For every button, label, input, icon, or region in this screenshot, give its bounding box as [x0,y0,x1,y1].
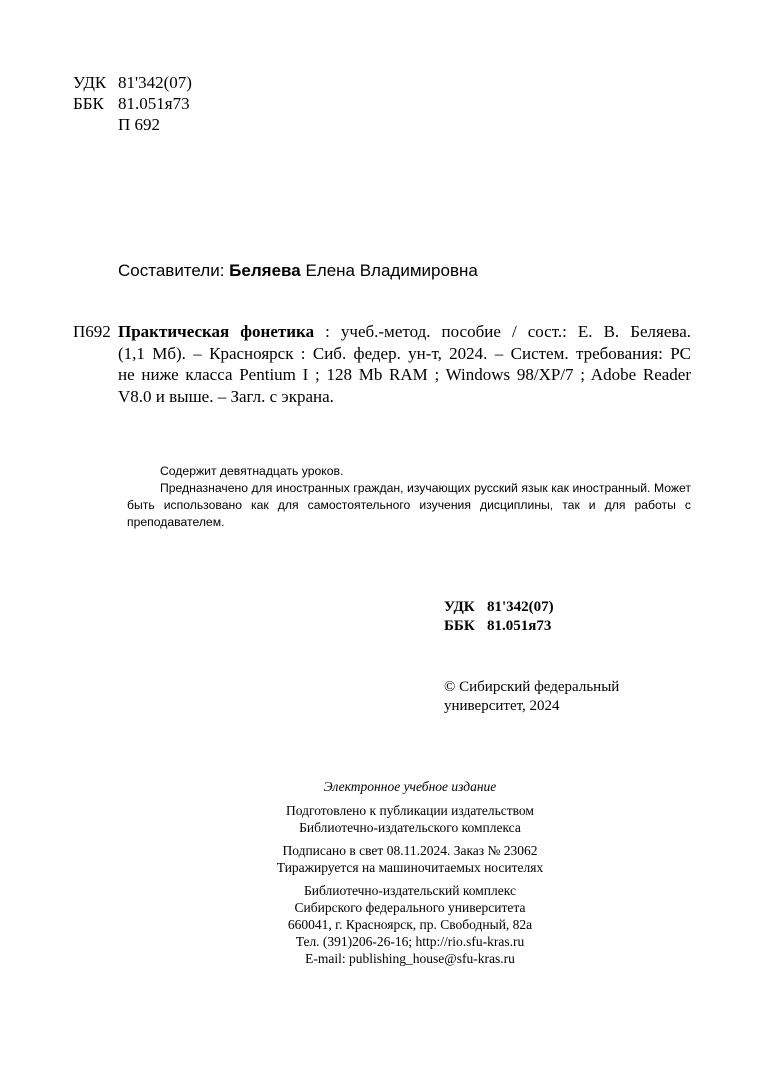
udk-value: 81'342(07) [118,73,192,92]
bbk-value-bottom: 81.051я73 [487,618,552,634]
compiler-surname: Беляева [229,261,301,280]
udk-row-bottom [444,598,554,617]
publisher-group [120,882,700,967]
udk-label: УДК [73,73,107,92]
edition-type: Электронное учебное издание [323,779,497,794]
entry-title: Практическая фонетика [118,322,315,341]
annotation-paragraph-2: Предназначено для иностранных граждан, изучающих русский язык как иностранный. Может быть использовано как для самостоятельного изучения дисциплины, так и для работы с преподавателем. [127,481,691,529]
author-mark: П 692 [118,115,161,134]
copyright [444,678,619,716]
entry-line-3: не ниже класса Pentium I ; 128 Mb RAM ; Windows 98/XP/7 ; Adobe Reader [118,365,691,384]
media-line: Тиражируется на машиночитаемых носителях [276,860,544,875]
publisher-line-2: Сибирского федерального университета [294,900,526,915]
publisher-line-1: Библиотечно-издательский комплекс [304,883,516,898]
publisher-phone: Тел. (391)206-26-16; http://rio.sfu-kras.ru [295,934,525,949]
compilers-label: Составители: [118,261,225,280]
annotation-paragraph-1: Содержит девятнадцать уроков. [160,464,344,478]
signed-line: Подписано в свет 08.11.2024. Заказ № 23062 [282,843,538,858]
bbk-value: 81.051я73 [118,94,190,113]
publisher-email: E-mail: publishing_house@sfu-kras.ru [305,951,515,966]
udk-row [73,72,192,93]
udk-value-bottom: 81'342(07) [487,599,554,615]
bbk-row [73,93,192,114]
entry-line-4: V8.0 и выше. – Загл. с экрана. [118,386,334,406]
entry-line-1 [118,321,691,343]
udk-label-bottom: УДК [444,599,475,615]
entry-line-1-rest: : учеб.-метод. пособие / сост.: Е. В. Беляева. [314,322,691,341]
bibliographic-entry [73,321,691,407]
prepared-line-1: Подготовлено к публикации издательством [286,803,534,818]
entry-code: П692 [73,322,111,341]
entry-line-2: (1,1 Мб). – Красноярск : Сиб. федер. ун-т, 2024. – Систем. требования: PC [118,343,691,363]
imprint [120,778,700,973]
copyright-line-1: © Сибирский федеральный [444,679,620,695]
entry-text [118,321,691,407]
annotation [127,463,691,531]
author-mark-row [73,114,192,135]
prepared-group [120,802,700,836]
compiler-name: Елена Владимировна [305,261,478,280]
bbk-row-bottom [444,617,554,636]
classification-bottom [444,598,554,636]
classification-top [73,72,192,135]
bbk-label: ББК [73,94,104,113]
prepared-line-2: Библиотечно-издательского комплекса [299,820,521,835]
bbk-label-bottom: ББК [444,618,475,634]
signing-group [120,842,700,876]
compilers-line [118,260,478,281]
publisher-address: 660041, г. Красноярск, пр. Свободный, 82а [287,917,533,932]
copyright-line-2: университет, 2024 [444,698,560,714]
